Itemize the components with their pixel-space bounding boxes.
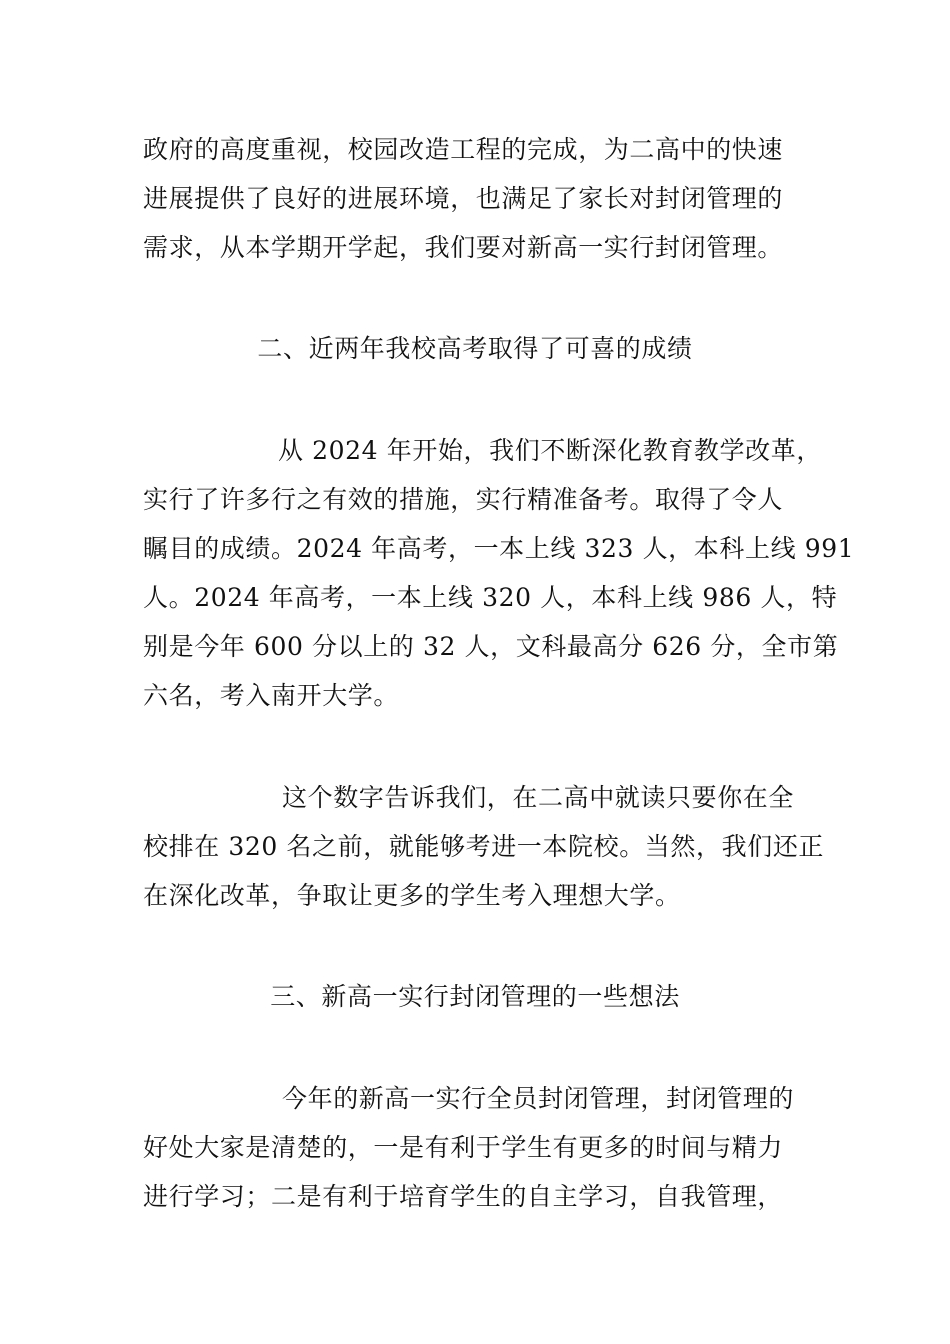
paragraph-line: 政府的高度重视，校园改造工程的完成，为二高中的快速 xyxy=(143,135,784,164)
paragraph-line: 好处大家是清楚的，一是有利于学生有更多的时间与精力 xyxy=(143,1133,784,1162)
paragraph-line: 需求，从本学期开学起，我们要对新高一实行封闭管理。 xyxy=(143,233,784,262)
paragraph-line: 别是今年 600 分以上的 32 人，文科最高分 626 分，全市第 xyxy=(143,632,839,661)
section-heading: 三、新高一实行封闭管理的一些想法 xyxy=(270,982,680,1011)
paragraph-line: 瞩目的成绩。2024 年高考，一本上线 323 人，本科上线 991 xyxy=(143,534,855,563)
paragraph-line: 进展提供了良好的进展环境，也满足了家长对封闭管理的 xyxy=(143,184,784,213)
paragraph-line: 这个数字告诉我们，在二高中就读只要你在全 xyxy=(282,783,795,812)
paragraph-line: 人。2024 年高考，一本上线 320 人，本科上线 986 人，特 xyxy=(143,583,838,612)
paragraph-line: 进行学习；二是有利于培育学生的自主学习，自我管理， xyxy=(143,1182,784,1211)
paragraph-line: 在深化改革，争取让更多的学生考入理想大学。 xyxy=(143,881,681,910)
paragraph-line: 今年的新高一实行全员封闭管理，封闭管理的 xyxy=(282,1084,795,1113)
paragraph-line: 实行了许多行之有效的措施，实行精准备考。取得了令人 xyxy=(143,485,784,514)
paragraph-line: 从 2024 年开始，我们不断深化教育教学改革， xyxy=(278,436,822,465)
paragraph-line: 六名，考入南开大学。 xyxy=(143,681,400,710)
section-heading: 二、近两年我校高考取得了可喜的成绩 xyxy=(257,334,693,363)
paragraph-line: 校排在 320 名之前，就能够考进一本院校。当然，我们还正 xyxy=(143,832,825,861)
